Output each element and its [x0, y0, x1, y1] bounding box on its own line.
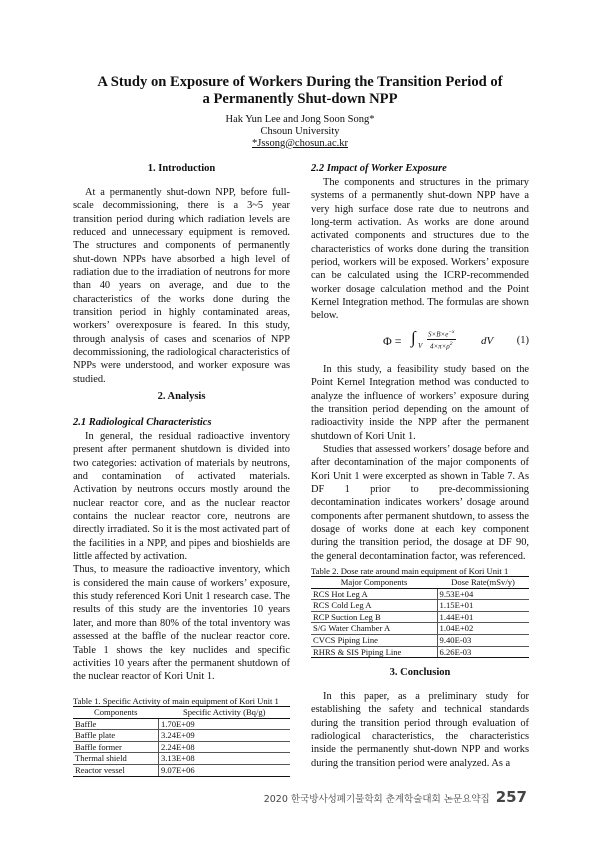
table-1-row — [73, 764, 290, 776]
formula-differential: dV — [481, 335, 494, 347]
table-2-component-cell: S/G Water Chamber A — [311, 623, 437, 635]
radiological-paragraph-2: Thus, to measure the radioactive inventory, which is considered the main cause of workers’ exposure, this study referenced Kori Unit 1 research case. The results of this study are the inventories 10 years later, and more than 80% of the total inventory was assessed at the baffle of the nuclear reactor core. Table 1 shows the key nuclides and specific activities 10 years after the permanent shutdown of the nuclear reactor of Kori Unit 1. — [73, 564, 290, 683]
formula-domain: V — [418, 342, 423, 350]
table-1-row — [73, 741, 290, 753]
radiological-paragraph-1: In general, the residual radioactive inventory present after permanent shutdown is divided into two categories: activation of materials by neutrons, and contamination of activated materials. Activation by neutrons occurs mostly around the nuclear reactor core, and as the nuclear reactor contains the nuclear reactor core, neutrons are directly irradiated. So it is the most activated part of the facilities in a NPP, and pipes and bioshields are little affected by activation. — [73, 431, 290, 563]
table-1-component-cell: Thermal shield — [73, 753, 158, 765]
table-2-row — [311, 600, 529, 612]
worker-exposure-paragraph-2: In this study, a feasibility study based on the Point Kernel Integration method was conducted to analyze the influence of workers’ exposure during the transition period depending on the amount of radioactivity inside the NPP after the permanent shutdown of Kori Unit 1. — [311, 364, 529, 442]
table-1-header-components: Components — [73, 707, 158, 719]
table-1-caption: Table 1. Specific Activity of main equipment of Kori Unit 1 — [73, 696, 279, 706]
page-footer — [264, 788, 527, 806]
formula-numerator: $S\times B\times e^{-x}$ — [428, 329, 455, 339]
worker-exposure-paragraph-3: Studies that assessed workers’ dosage before and after decontamination of the major components of Kori Unit 1 were excerpted as shown in Table 7. As DF 1 prior to pre-decommissioning decontamination indicates workers’ dosage around components after permanent shutdown, to assess the dosage of works done at each key component during the transition period, the dosage at DF 90, the general decontamination factor, was referenced. — [311, 444, 529, 562]
page-number: 257 — [495, 788, 527, 806]
worker-exposure-heading: 2.2 Impact of Worker Exposure — [311, 163, 447, 174]
paper-title-line-2: a Permanently Shut-down NPP — [202, 91, 398, 107]
table-1-component-cell: Baffle former — [73, 741, 158, 753]
table-1-value-cell: 3.24E+09 — [158, 730, 290, 742]
table-1-header-activity: Specific Activity (Bq/g) — [158, 707, 290, 719]
table-2-row — [311, 611, 529, 623]
table-1-value-cell: 1.70E+09 — [158, 718, 290, 730]
table-2-component-cell: RCS Cold Leg A — [311, 600, 437, 612]
author-names: Hak Yun Lee and Jong Soon Song* — [225, 114, 375, 125]
table-1 — [73, 706, 290, 777]
table-2-row — [311, 588, 529, 600]
worker-exposure-body-2 — [311, 363, 529, 563]
introduction-paragraph: At a permanently shut-down NPP, before full-scale decommissioning, there is a 3~5 year transition period during which radiation levels are reduced and unnecessary equipment is removed. The structures and components of permanently shut-down NPPs have absorbed a high level of radiation due to the irradiation of neutrons for more than 40 years on average, and due to the characteristics of the works done during the transition period in highly contaminated areas, workers’ overexposure is feared. In this study, through analysis of cases and scenarios of NPP decommissioning, the radiological characteristics of NPPs were understood, and worker exposure was studied. — [73, 187, 290, 385]
conclusion-paragraph: In this paper, as a preliminary study for establishing the safety and technical standards during the transition period through evaluation of radiological characteristics, the characteristics inside the permanently shut-down NPP and works during the transition period were analyzed. As a — [311, 691, 529, 769]
table-1-value-cell: 9.07E+06 — [158, 764, 290, 776]
author-email[interactable]: *Jssong@chosun.ac.kr — [252, 138, 348, 149]
table-2-value-cell: 1.15E+01 — [437, 600, 529, 612]
table-2-value-cell: 6.26E-03 — [437, 646, 529, 658]
table-1-value-cell: 2.24E+08 — [158, 741, 290, 753]
table-2-value-cell: 9.40E-03 — [437, 634, 529, 646]
table-1-row — [73, 730, 290, 742]
analysis-heading: 2. Analysis — [157, 391, 206, 402]
table-2-value-cell: 1.04E+02 — [437, 623, 529, 635]
formula-number: (1) — [516, 335, 529, 346]
table-2-component-cell: CVCS Piping Line — [311, 634, 437, 646]
table-1-component-cell: Reactor vessel — [73, 764, 158, 776]
author-affiliation: Chsoun University — [260, 126, 340, 137]
table-1-row — [73, 753, 290, 765]
table-2-header-components: Major Components — [311, 577, 437, 589]
introduction-body — [73, 186, 290, 386]
table-2-row — [311, 634, 529, 646]
formula-lhs: Φ = — [383, 334, 402, 348]
worker-exposure-body — [311, 176, 529, 323]
table-2-component-cell: RHRS & SIS Piping Line — [311, 646, 437, 658]
table-2-header-row — [311, 577, 529, 589]
table-1-value-cell: 3.13E+08 — [158, 753, 290, 765]
table-2-row — [311, 623, 529, 635]
conclusion-heading: 3. Conclusion — [389, 667, 451, 678]
introduction-heading: 1. Introduction — [147, 163, 216, 174]
formula-fraction — [427, 328, 456, 352]
table-2 — [311, 576, 529, 658]
table-1-row — [73, 718, 290, 730]
table-1-component-cell: Baffle plate — [73, 730, 158, 742]
point-kernel-formula — [311, 328, 529, 356]
radiological-characteristics-body — [73, 430, 290, 684]
table-2-value-cell: 1.44E+01 — [437, 611, 529, 623]
table-2-component-cell: RCP Suction Leg B — [311, 611, 437, 623]
table-2-header-dose: Dose Rate(mSv/y) — [437, 577, 529, 589]
conclusion-body — [311, 690, 529, 770]
radiological-characteristics-heading: 2.1 Radiological Characteristics — [73, 417, 212, 428]
table-2-value-cell: 9.53E+04 — [437, 588, 529, 600]
worker-exposure-paragraph-1: The components and structures in the primary systems of a permanently shut-down NPP have a very high surface dose rate due to neutrons and long-term activation. As works are done around activated components and structures due to the characteristics of works done during the transition period, workers will be exposed. Workers’ exposure can be calculated using the ICRP-recommended worker dosage calculation method and the Point Kernel Integration method. The formulas are shown below. — [311, 177, 529, 322]
table-2-component-cell: RCS Hot Leg A — [311, 588, 437, 600]
formula-denominator: $4\times\pi\times\rho^2$ — [429, 341, 453, 351]
paper-title-line-1: A Study on Exposure of Workers During the Transition Period of — [97, 74, 503, 90]
formula-integral: ∫ — [411, 328, 416, 347]
table-1-component-cell: Baffle — [73, 718, 158, 730]
footer-text: 2020 한국방사성폐기물학회 춘계학술대회 논문요약집 — [263, 794, 490, 805]
table-1-header-row — [73, 707, 290, 719]
table-2-row — [311, 646, 529, 658]
table-2-caption: Table 2. Dose rate around main equipment of Kori Unit 1 — [311, 566, 509, 576]
